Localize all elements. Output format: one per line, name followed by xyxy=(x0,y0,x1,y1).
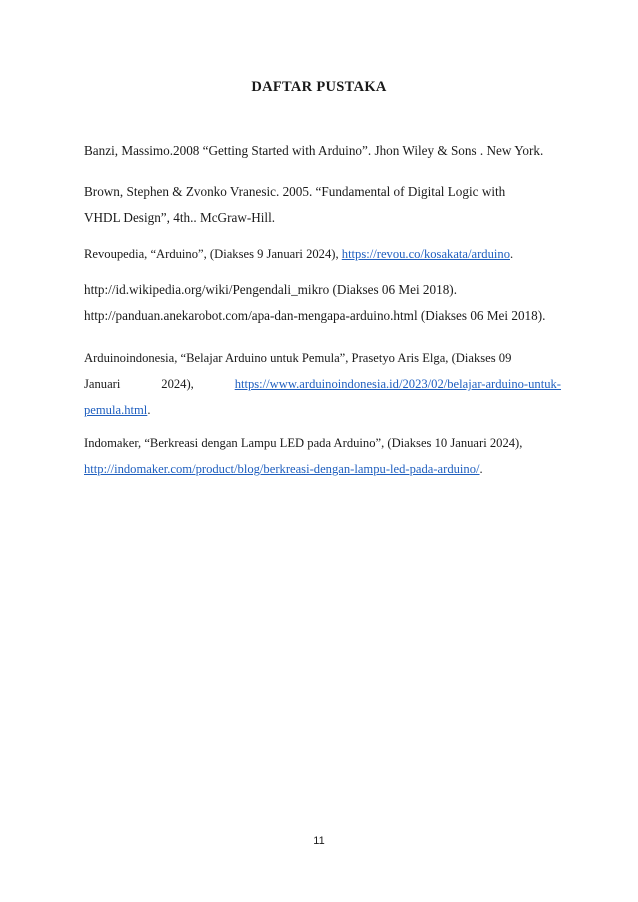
reference-arduinoindonesia-line2 xyxy=(84,371,561,397)
reference-arduinoindonesia-line1 xyxy=(84,345,561,371)
reference-arduinoindonesia-link[interactable]: https://www.arduinoindonesia.id/2023/02/belajar-arduino-untuk- xyxy=(234,377,561,391)
reference-brown xyxy=(84,179,561,231)
reference-indomaker xyxy=(84,430,561,482)
reference-arduinoindonesia-line1-text: Arduinoindonesia, “Belajar Arduino untuk Pemula”, Prasetyo Aris Elga, (Diakses 09 xyxy=(84,351,512,365)
reference-arduinoindonesia-word2: 2024), xyxy=(161,377,194,391)
reference-panduan-text: http://panduan.anekarobot.com/apa-dan-mengapa-arduino.html (Diakses 06 Mei 2018). xyxy=(84,308,546,323)
reference-arduinoindonesia xyxy=(84,345,561,423)
reference-wikipedia xyxy=(84,281,561,298)
reference-brown-line1: Brown, Stephen & Zvonko Vranesic. 2005. “Fundamental of Digital Logic with xyxy=(84,184,506,199)
reference-banzi-text: Banzi, Massimo.2008 “Getting Started with Arduino”. Jhon Wiley & Sons . New York. xyxy=(84,143,544,158)
reference-indomaker-suffix: . xyxy=(479,462,483,476)
reference-brown-line2: VHDL Design”, 4th.. McGraw-Hill. xyxy=(84,210,276,225)
page-number: 11 xyxy=(313,835,325,847)
reference-indomaker-link[interactable]: http://indomaker.com/product/blog/berkreasi-dengan-lampu-led-pada-arduino/ xyxy=(84,462,480,476)
reference-arduinoindonesia-word1: Januari xyxy=(84,377,121,391)
reference-revoupedia xyxy=(84,246,561,263)
reference-revoupedia-text: Revoupedia, “Arduino”, (Diakses 9 Januari 2024), xyxy=(84,247,342,261)
reference-arduinoindonesia-line3 xyxy=(84,397,561,423)
reference-wikipedia-text: http://id.wikipedia.org/wiki/Pengendali_mikro (Diakses 06 Mei 2018). xyxy=(84,282,457,297)
reference-panduan xyxy=(84,307,561,324)
reference-banzi xyxy=(84,142,561,159)
reference-indomaker-line2 xyxy=(84,456,561,482)
reference-revoupedia-link[interactable]: https://revou.co/kosakata/arduino xyxy=(341,247,510,261)
reference-revoupedia-suffix: . xyxy=(510,247,514,261)
reference-indomaker-line1: Indomaker, “Berkreasi dengan Lampu LED pada Arduino”, (Diakses 10 Januari 2024), xyxy=(84,436,523,450)
page-title: DAFTAR PUSTAKA xyxy=(251,79,387,95)
reference-arduinoindonesia-link-cont[interactable]: pemula.html xyxy=(84,403,148,417)
reference-arduinoindonesia-suffix: . xyxy=(147,403,151,417)
